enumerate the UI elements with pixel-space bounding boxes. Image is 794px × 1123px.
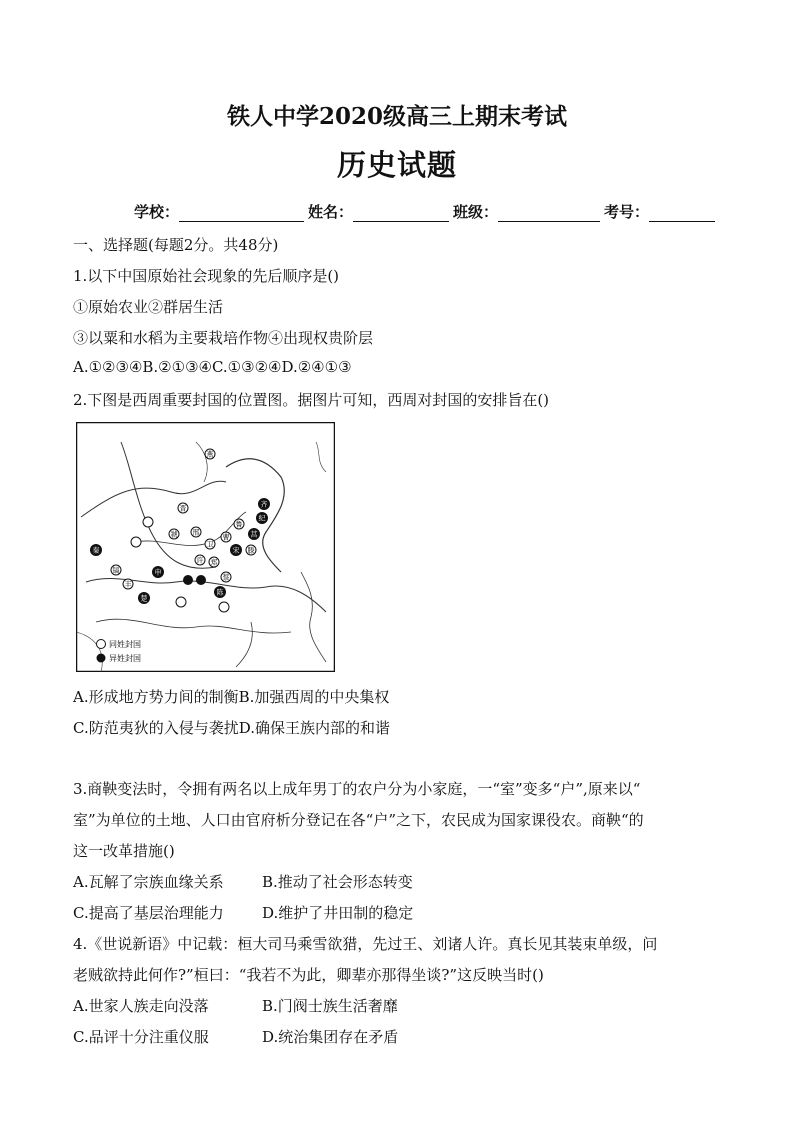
map-label-hao: 镐 [112, 566, 120, 575]
map-label-cai: 蔡 [222, 573, 230, 582]
exam-subtitle: 历史试题 [336, 148, 457, 182]
q4-options-cd [73, 1026, 398, 1047]
school-label: 学校： [134, 203, 180, 221]
map-label-qi: 齐 [260, 500, 268, 509]
map-label-wei: 卫 [206, 540, 214, 549]
school-field[interactable] [179, 207, 304, 222]
map-label-xu: 许 [196, 556, 204, 565]
number-field[interactable] [649, 207, 715, 222]
exam-title: 铁人中学2020级高三上期末考试 [226, 103, 567, 130]
legend-different-surname: 异姓封国 [109, 654, 141, 663]
q3-option-b: B.推动了社会形态转变 [262, 873, 413, 891]
q4-option-d: D.统治集团存在矛盾 [262, 1028, 399, 1046]
map-label-ji: 纪 [258, 514, 266, 523]
legend-same-surname: 同姓封国 [109, 640, 141, 649]
map-label-shen: 申 [154, 568, 162, 577]
map-label-guo: 虢 [170, 530, 178, 539]
map-label-feng: 丰 [124, 580, 132, 589]
q3-line2: 室”为单位的土地、人口由官府析分登记在各“户”之下，农民成为国家课役农。商鞅“的 [73, 811, 644, 829]
q3-line1: 3.商鞅变法时，令拥有两名以上成年男丁的农户分为小家庭，一“室”变多“户”,原来以“ [73, 780, 641, 798]
q3-option-a: A.瓦解了宗族血缘关系 [73, 873, 224, 891]
class-field[interactable] [498, 207, 600, 222]
name-label: 姓名： [308, 203, 354, 221]
western-zhou-fief-map [76, 422, 335, 672]
q4-option-b: B.门阀士族生活奢靡 [262, 997, 398, 1015]
map-label-xing: 邢 [192, 528, 200, 537]
number-label: 考号： [604, 203, 650, 221]
q4-line2: 老贼欲持此何作?”桓曰：“我若不为此，卿辈亦那得坐谈?”这反映当时() [73, 966, 544, 984]
section-heading: 一、选择题(每题2分。共48分) [73, 236, 279, 254]
map-label-chu: 楚 [140, 594, 148, 603]
q3-options-cd [73, 902, 413, 923]
q3-line3: 这一改革措施() [73, 842, 175, 860]
map-label-cao: 曹 [222, 533, 230, 542]
q4-options-ab [73, 995, 398, 1016]
map-label-lu: 鲁 [235, 520, 243, 529]
map-label-song: 宋 [232, 546, 240, 555]
q2-options-cd: C.防范夷狄的入侵与袭扰D.确保王族内部的和谐 [73, 719, 390, 737]
map-label-yan: 燕 [206, 450, 214, 459]
q1-line1: ①原始农业②群居生活 [73, 298, 224, 316]
q3-options-ab [73, 871, 413, 892]
q2-stem: 2.下图是西周重要封国的位置图。据图片可知，西周对封国的安排旨在() [73, 391, 550, 409]
class-label: 班级： [453, 203, 499, 221]
q4-line1: 4.《世说新语》中记载：桓大司马乘雪欲猎，先过王、刘诸人许。真长见其装束单级，问 [73, 935, 658, 953]
q4-option-a: A.世家人族走向没落 [73, 997, 209, 1015]
map-label-ju: 莒 [250, 530, 258, 539]
map-label-chen: 陈 [216, 588, 224, 597]
map-label-zheng: 郑 [210, 558, 218, 567]
map-label-teng: 滕 [247, 546, 255, 555]
q1-line2: ③以粟和水稻为主要栽培作物④出现权贵阶层 [73, 329, 374, 347]
q3-option-c: C.提高了基层治理能力 [73, 904, 224, 922]
name-field[interactable] [353, 207, 449, 222]
map-label-jin: 晋 [179, 504, 187, 513]
q4-option-c: C.品评十分注重仪服 [73, 1028, 209, 1046]
q1-options: A.①②③④B.②①③④C.①③②④D.②④①③ [73, 358, 352, 376]
student-info-row [134, 201, 734, 222]
q2-options-ab: A.形成地方势力间的制衡B.加强西周的中央集权 [73, 688, 390, 706]
map-label-qin: 秦 [92, 546, 100, 555]
q1-stem: 1.以下中国原始社会现象的先后顺序是() [73, 267, 340, 285]
q3-option-d: D.维护了井田制的稳定 [262, 904, 414, 922]
